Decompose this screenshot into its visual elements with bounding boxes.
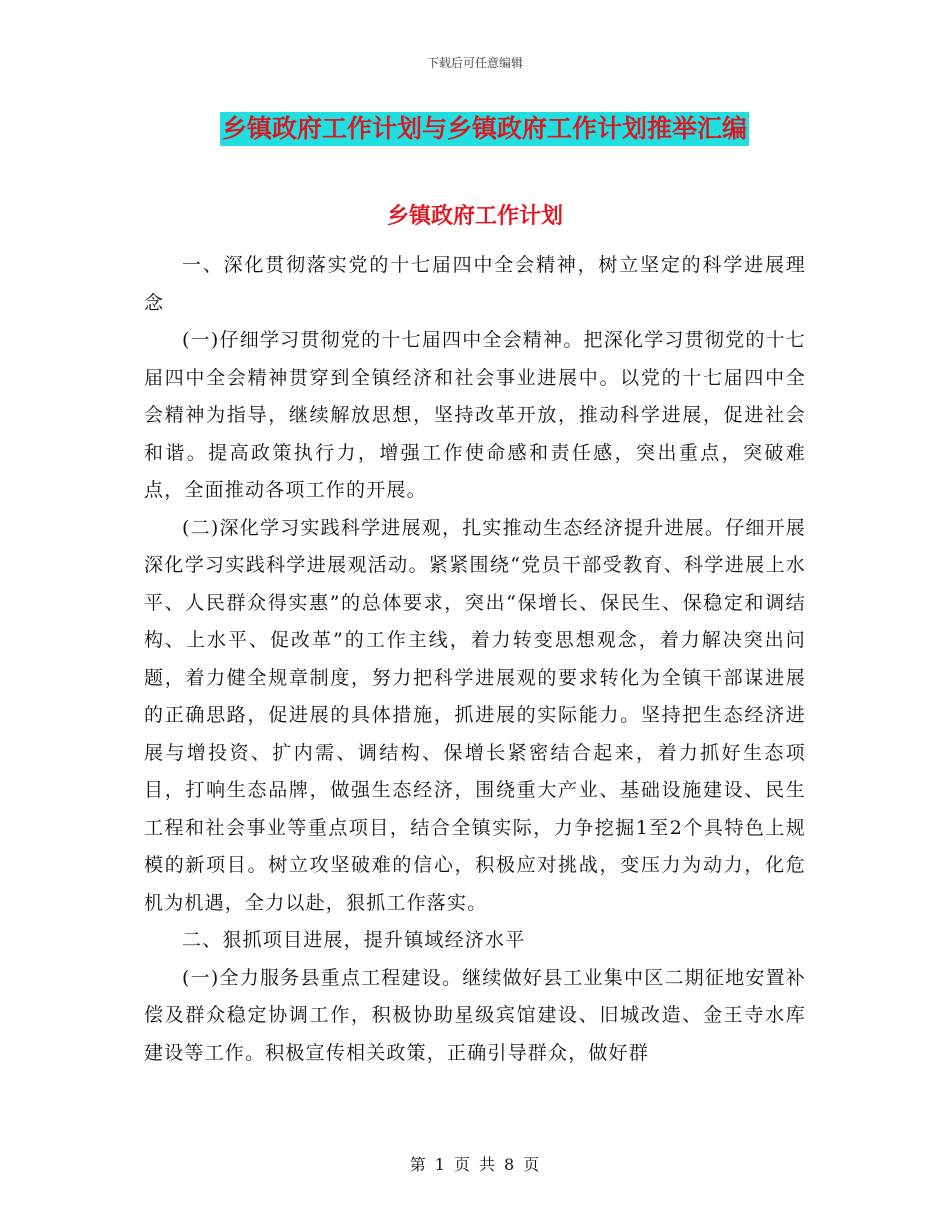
- footer-total-prefix: 共: [479, 1155, 497, 1174]
- total-pages: 8: [504, 1155, 516, 1174]
- document-body: [144, 247, 806, 1072]
- paragraph: (一)全力服务县重点工程建设。继续做好县工业集中区二期征地安置补偿及群众稳定协调工作，积极协助星级宾馆建设、旧城改造、金王寺水库建设等工作。积极宣传相关政策，正确引导群众，做好群: [144, 966, 806, 1064]
- section-title: 乡镇政府工作计划: [386, 204, 563, 229]
- footer-prefix: 第: [409, 1155, 427, 1174]
- footer-suffix: 页: [523, 1155, 541, 1174]
- footer-mid: 页: [453, 1155, 471, 1174]
- paragraph: (一)仔细学习贯彻党的十七届四中全会精神。把深化学习贯彻党的十七届四中全会精神贯穿到全镇经济和社会事业进展中。以党的十七届四中全会精神为指导，继续解放思想，坚持改革开放，推动科学进展，促进社会和谐。提高政策执行力，增强工作使命感和责任感，突出重点，突破难点，全面推动各项工作的开展。: [144, 329, 806, 501]
- paragraph: (二)深化学习实践科学进展观，扎实推动生态经济提升进展。仔细开展深化学习实践科学进展观活动。紧紧围绕“党员干部受教育、科学进展上水平、人民群众得实惠”的总体要求，突出“保增长、保民生、保稳定和调结构、上水平、促改革”的工作主线，着力转变思想观念，着力解决突出问题，着力健全规章制度，努力把科学进展观的要求转化为全镇干部谋进展的正确思路，促进展的具体措施，抓进展的实际能力。坚持把生态经济进展与增投资、扩内需、调结构、保增长紧密结合起来，着力抓好生态项目，打响生态品牌，做强生态经济，围绕重大产业、基础设施建设、民生工程和社会事业等重点项目，结合全镇实际，力争挖掘1至2个具特色上规模的新项目。树立攻坚破难的信心，积极应对挑战，变压力为动力，化危机为机遇，全力以赴，狠抓工作落实。: [144, 516, 806, 914]
- page-footer: [0, 1152, 950, 1175]
- paragraph-heading-2: 二、狠抓项目进展，提升镇域经济水平: [182, 929, 526, 951]
- document-title: 乡镇政府工作计划与乡镇政府工作计划推举汇编: [220, 112, 749, 146]
- header-note: 下载后可任意编辑: [426, 56, 523, 70]
- page-number: 1: [434, 1155, 446, 1174]
- paragraph-heading-1: 一、深化贯彻落实党的十七届四中全会精神，树立坚定的科学进展理念: [144, 254, 806, 314]
